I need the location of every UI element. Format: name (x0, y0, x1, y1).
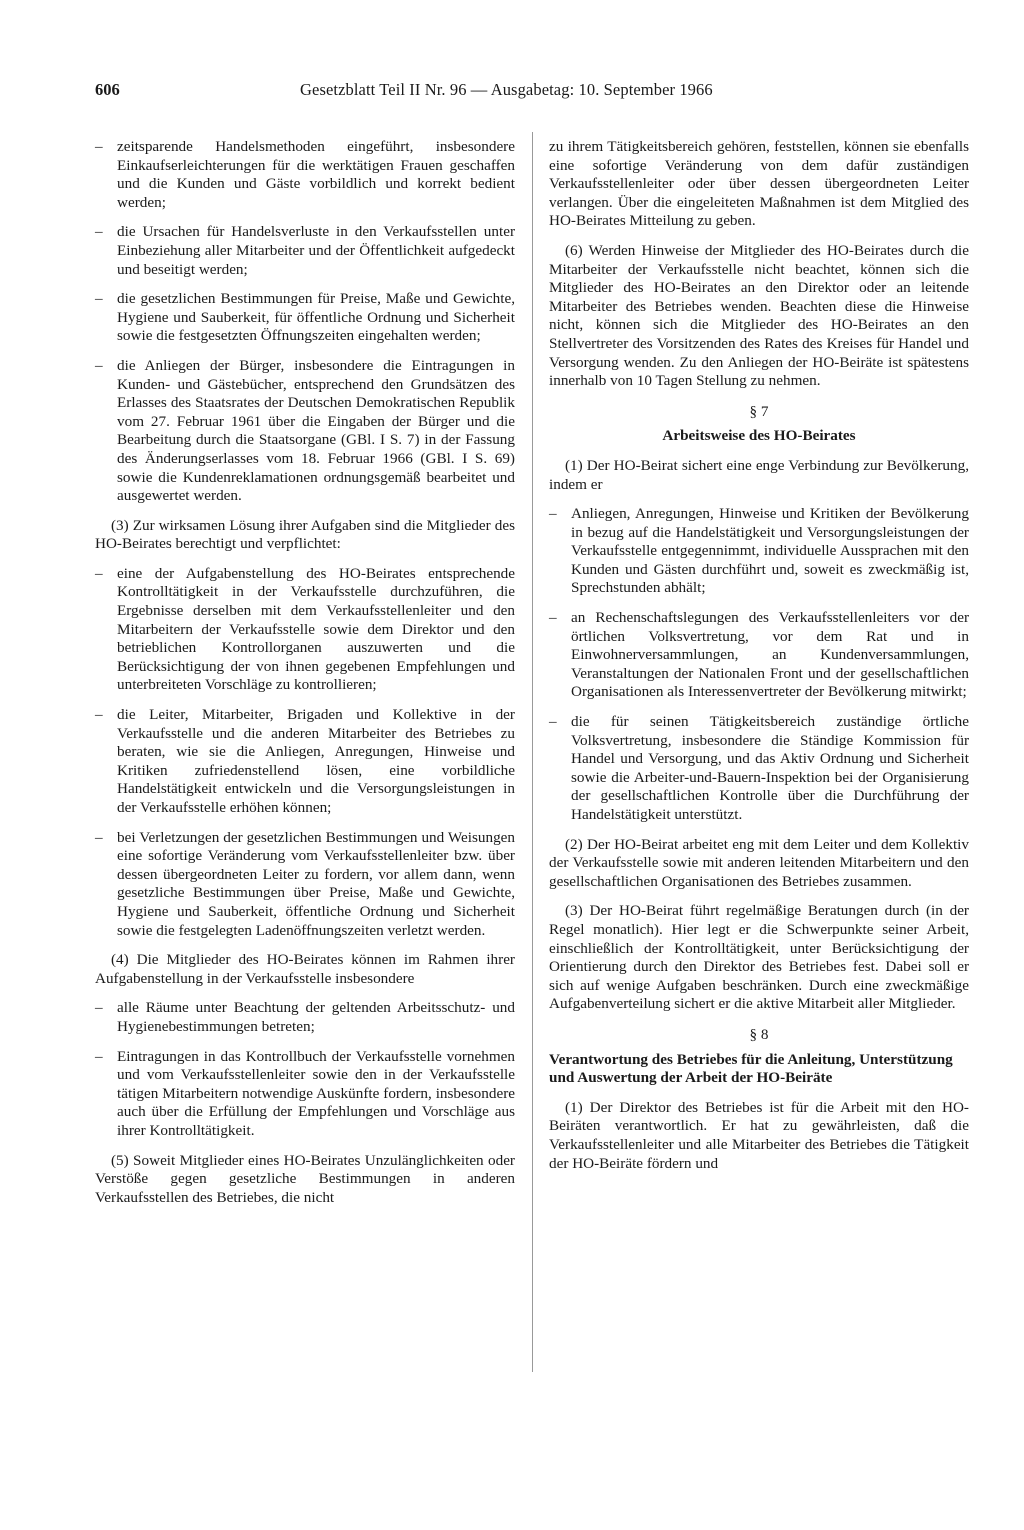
running-title: Gesetzblatt Teil II Nr. 96 — Ausgabetag: 10. September 1966 (300, 80, 713, 99)
list-item: – die gesetzlichen Bestimmungen für Preise, Maße und Gewichte, Hygiene und Sauberkeit, für öffentliche Ordnung und Sicherheit sowie die festgesetzten Öffnungszeiten eingehalten werden; (95, 290, 515, 346)
page-number: 606 (95, 80, 120, 99)
section-7-paragraph-1: (1) Der HO-Beirat sichert eine enge Verbindung zur Bevölkerung, indem er (549, 456, 969, 493)
section-7-mark: § 7 (749, 402, 769, 420)
list-item: – bei Verletzungen der gesetzlichen Bestimmungen und Weisungen eine sofortige Veränderung vom Verkaufsstellenleiter bzw. über dessen übergeordneten Leiter zu fordern, vor allem dann, wenn gesetzliche Bestimmungen über Preise, Maße und Gewichte, Hygiene und Sauberkeit, öffentliche Ordnung und Sicherheit sowie die festgelegten Ladenöffnungszeiten verletzt werden. (95, 829, 515, 941)
list-item: – alle Räume unter Beachtung der geltenden Arbeitsschutz- und Hygienebestimmungen betreten; (95, 999, 515, 1036)
paragraph-5-continued: zu ihrem Tätigkeitsbereich gehören, feststellen, können sie ebenfalls eine sofortige Veränderung von dem dafür zuständigen Verkaufsstellenleiter oder über dessen übergeordneten Leiter verlangen. Über die eingeleiteten Maßnahmen ist dem Mitglied des HO-Beirates Mitteilung zu geben. (549, 138, 969, 230)
list-item: – zeitsparende Handelsmethoden eingeführt, insbesondere Einkaufserleichterungen für die werktätigen Frauen geschaffen und die Kunden und Gäste vorbildlich und korrekt bedient werden; (95, 138, 515, 212)
right-column (549, 138, 969, 1184)
list-item: – die Leiter, Mitarbeiter, Brigaden und Kollektive in der Verkaufsstelle und die anderen Mitarbeiter des Betriebes zu beraten, wie sie die Anliegen, Anregungen, Hinweise und Kritiken zufriedenstellend lösen, eine vorbildliche Handelstätigkeit entwickeln und die Versorgungsleistungen in der Verkaufsstelle erhöhen können; (95, 706, 515, 818)
page-header (95, 80, 975, 104)
list-item: – die für seinen Tätigkeitsbereich zuständige örtliche Volksvertretung, insbesondere die Ständige Kommission für Handel und Versorgung, und das Aktiv Ordnung und Sicherheit sowie die Arbeiter-und-Bauern-Inspektion bei der Organisierung der gesellschaftlichen Kontrolle über die Durchführung der Handelstätigkeit unterstützt. (549, 713, 969, 825)
section-8-paragraph-1: (1) Der Direktor des Betriebes ist für die Arbeit mit den HO-Beiräten verantwortlich. Er hat zu gewährleisten, daß die Verkaufsstellenleiter und alle Mitarbeiter des Betriebes die Tätigkeit der HO-Beiräte fördern und (549, 1098, 969, 1172)
section-8-mark: § 8 (749, 1025, 769, 1043)
paragraph-6: (6) Werden Hinweise der Mitglieder des HO-Beirates durch die Mitarbeiter der Verkaufsstelle nicht beachtet, können sich die Mitglieder des HO-Beirates an den Direktor oder an leitende Mitarbeiter des Betriebes wenden. Beachten diese die Hinweise nicht, können sich die Mitglieder des HO-Beirates an den Stellvertreter des Vorsitzenden des Rates des Kreises für Handel und Versorgung wenden. Zu den Anliegen der HO-Beiräte ist spätestens innerhalb von 10 Tagen Stellung zu nehmen. (549, 241, 969, 390)
paragraph-3: (3) Zur wirksamen Lösung ihrer Aufgaben sind die Mitglieder des HO-Beirates berechtigt und verpflichtet: (95, 516, 515, 553)
list-item: – Anliegen, Anregungen, Hinweise und Kritiken der Bevölkerung in bezug auf die Handelstätigkeit und Versorgungsleistungen der Verkaufsstelle entgegennimmt, individuelle Aussprachen mit den Kunden und Gästen durchführt und, soweit es zweckmäßig ist, Sprechstunden abhält; (549, 505, 969, 598)
list-item: – Eintragungen in das Kontrollbuch der Verkaufsstelle vornehmen und vom Verkaufsstellenleiter sowie den in der Verkaufsstelle tätigen Mitarbeitern notwendige Auskünfte fordern, insbesondere auch über die Erfüllung der Empfehlungen und Vorschläge aus ihrer Kontrolltätigkeit. (95, 1048, 515, 1141)
section-8-title: Verantwortung des Betriebes für die Anleitung, Unterstützung und Auswertung der Arbeit der HO-Beiräte (549, 1050, 953, 1087)
section-7-title: Arbeitsweise des HO-Beirates (662, 427, 856, 445)
paragraph-4: (4) Die Mitglieder des HO-Beirates können im Rahmen ihrer Aufgabenstellung in der Verkaufsstelle insbesondere (95, 951, 515, 987)
list-item: – eine der Aufgabenstellung des HO-Beirates entsprechende Kontrolltätigkeit in der Verkaufsstelle durchzuführen, die Ergebnisse derselben mit dem Verkaufsstellenleiter und den Mitarbeitern der Verkaufsstelle sowie dem Direktor und den betrieblichen Kontrollorganen auszuwerten und die Berücksichtigung der von ihnen gegebenen Empfehlungen und unterbreiteten Vorschläge zu kontrollieren; (95, 565, 515, 695)
section-7-paragraph-3: (3) Der HO-Beirat führt regelmäßige Beratungen durch (in der Regel monatlich). Hier legt er die Schwerpunkte seiner Arbeit, einschließlich der Kontrolltätigkeit, unter Berücksichtigung der Orientierung durch den Direktor des Betriebes fest. Dabei soll er sich auf wenige Aufgaben beschränken. Durch eine zweckmäßige Aufgabenverteilung sichert er die aktive Mitarbeit aller Mitglieder. (549, 902, 969, 1013)
column-divider (532, 132, 533, 1372)
list-item: – die Ursachen für Handelsverluste in den Verkaufsstellen unter Einbeziehung aller Mitarbeiter und der Öffentlichkeit aufgedeckt und beseitigt werden; (95, 223, 515, 279)
list-item: – die Anliegen der Bürger, insbesondere die Eintragungen in Kunden- und Gästebücher, entsprechend den Grundsätzen des Erlasses des Staatsrates der Deutschen Demokratischen Republik vom 27. Februar 1961 über die Eingaben der Bürger und die Bearbeitung durch die Staatsorgane (GBl. I S. 7) in der Fassung des Änderungserlasses vom 18. Februar 1966 (GBl. I S. 69) sowie die Kundenreklamationen ordnungsgemäß bearbeitet und ausgewertet werden. (95, 357, 515, 506)
paragraph-5: (5) Soweit Mitglieder eines HO-Beirates Unzulänglichkeiten oder Verstöße gegen gesetzliche Bestimmungen in anderen Verkaufsstellen des Betriebes, die nicht (95, 1151, 515, 1206)
list-item: – an Rechenschaftslegungen des Verkaufsstellenleiters vor der örtlichen Volksvertretung, vor dem Rat und in Einwohnerversammlungen, an Kundenversammlungen, Veranstaltungen der Nationalen Front und der gesellschaftlichen Organisationen als Interessenvertreter der Bevölkerung mitwirkt; (549, 609, 969, 702)
left-column (95, 138, 515, 1218)
section-7-paragraph-2: (2) Der HO-Beirat arbeitet eng mit dem Leiter und dem Kollektiv der Verkaufsstelle sowie mit anderen leitenden Mitarbeitern und den gesellschaftlichen Organisationen des Betriebes zusammen. (549, 835, 969, 890)
